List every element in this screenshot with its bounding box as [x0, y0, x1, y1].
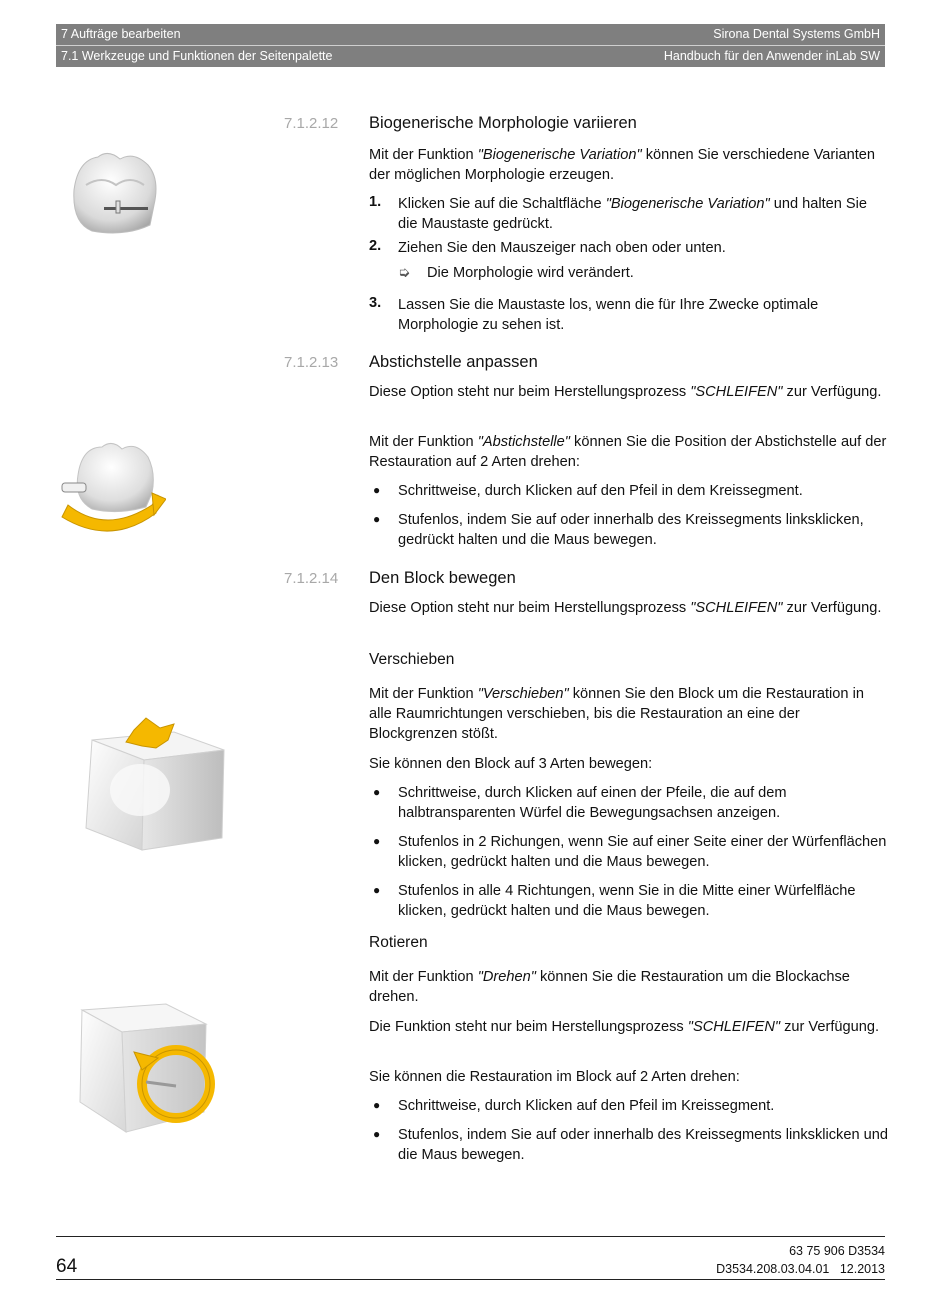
intro-paragraph: Mit der Funktion "Biogenerische Variation" können Sie verschiedene Varianten der möglichen Morphologie erzeugen.	[369, 147, 876, 183]
footer-divider-bottom	[56, 1279, 885, 1280]
paragraph: Die Funktion steht nur beim Herstellungsprozess "SCHLEIFEN" zur Verfügung.	[369, 1019, 880, 1035]
paragraph: Sie können die Restauration im Block auf 2 Arten drehen:	[369, 1069, 740, 1085]
rotate-block-icon	[76, 1000, 226, 1145]
subheading: Rotieren	[369, 934, 428, 951]
page-header	[56, 24, 885, 67]
list-item: Stufenlos in alle 4 Richtungen, wenn Sie in die Mitte einer Würfelfläche klicken, gedrückt halten und die Maus bewegen.	[398, 883, 856, 919]
section-number: 7.1.2.12	[284, 115, 339, 132]
step-text: Lassen Sie die Maustaste los, wenn die für Ihre Zwecke optimale Morphologie zu sehen ist.	[398, 297, 819, 333]
list-item: Schrittweise, durch Klicken auf den Pfeil im Kreissegment.	[398, 1098, 775, 1114]
step-text: Ziehen Sie den Mauszeiger nach oben oder unten.	[398, 240, 726, 256]
header-row-1	[56, 24, 885, 45]
paragraph: Mit der Funktion "Verschieben" können Sie den Block um die Restauration in alle Raumrichtungen verschieben, bis die Restauration an eine der Blockgrenzen stößt.	[369, 686, 864, 742]
header-manual: Handbuch für den Anwender inLab SW	[663, 49, 880, 63]
section-number: 7.1.2.14	[284, 570, 339, 587]
bullet: ●	[373, 834, 381, 848]
bullet: ●	[373, 512, 381, 526]
section-number: 7.1.2.13	[284, 354, 339, 371]
section-title: Den Block bewegen	[369, 569, 516, 587]
bullet: ●	[373, 483, 381, 497]
footer-divider-top	[56, 1236, 885, 1237]
header-company: Sirona Dental Systems GmbH	[713, 27, 880, 41]
paragraph: Sie können den Block auf 3 Arten bewegen:	[369, 756, 653, 772]
section-title: Biogenerische Morphologie variieren	[369, 114, 637, 132]
list-item: Stufenlos in 2 Richungen, wenn Sie auf einer Seite einer der Würfenflächen klicken, gedrückt halten und die Maus bewegen.	[398, 834, 887, 870]
header-section: 7.1 Werkzeuge und Funktionen der Seitenpalette	[61, 49, 333, 63]
step-text: Klicken Sie auf die Schaltfläche "Biogenerische Variation" und halten Sie die Maustaste gedrückt.	[398, 196, 868, 232]
sprue-position-icon	[56, 435, 166, 545]
paragraph: Mit der Funktion "Abstichstelle" können Sie die Position der Abstichstelle auf der Restauration auf 2 Arten drehen:	[369, 434, 887, 470]
step-number: 2.	[369, 238, 382, 254]
page-number: 64	[56, 1256, 78, 1277]
bullet: ●	[373, 1098, 381, 1112]
bullet: ●	[373, 1127, 381, 1141]
paragraph: Mit der Funktion "Drehen" können Sie die Restauration um die Blockachse drehen.	[369, 969, 850, 1005]
list-item: Schrittweise, durch Klicken auf den Pfeil in dem Kreissegment.	[398, 483, 803, 499]
paragraph: Diese Option steht nur beim Herstellungsprozess "SCHLEIFEN" zur Verfügung.	[369, 600, 882, 616]
section-title: Abstichstelle anpassen	[369, 353, 538, 371]
step-number: 1.	[369, 194, 382, 210]
list-item: Stufenlos, indem Sie auf oder innerhalb des Kreissegments linksklicken, gedrückt halten und die Maus bewegen.	[398, 512, 864, 548]
subheading: Verschieben	[369, 651, 455, 668]
list-item: Schrittweise, durch Klicken auf einen der Pfeile, die auf dem halbtransparenten Würfel die Bewegungsachsen anzeigen.	[398, 785, 787, 821]
paragraph: Diese Option steht nur beim Herstellungsprozess "SCHLEIFEN" zur Verfügung.	[369, 384, 882, 400]
list-item: Stufenlos, indem Sie auf oder innerhalb des Kreissegments linksklicken und die Maus bewegen.	[398, 1127, 888, 1163]
result-text: Die Morphologie wird verändert.	[427, 265, 634, 281]
bullet: ●	[373, 883, 381, 897]
move-block-icon	[64, 710, 229, 855]
footer-docnum: 63 75 906 D3534	[789, 1244, 885, 1258]
header-chapter: 7 Aufträge bearbeiten	[61, 27, 181, 41]
step-number: 3.	[369, 295, 382, 311]
bullet: ●	[373, 785, 381, 799]
biogeneric-variation-icon	[64, 145, 164, 241]
footer-revision-line: D3534.208.03.04.01 12.2013	[716, 1262, 885, 1276]
header-row-2	[56, 45, 885, 67]
result-arrow-icon: ➭	[398, 265, 411, 281]
